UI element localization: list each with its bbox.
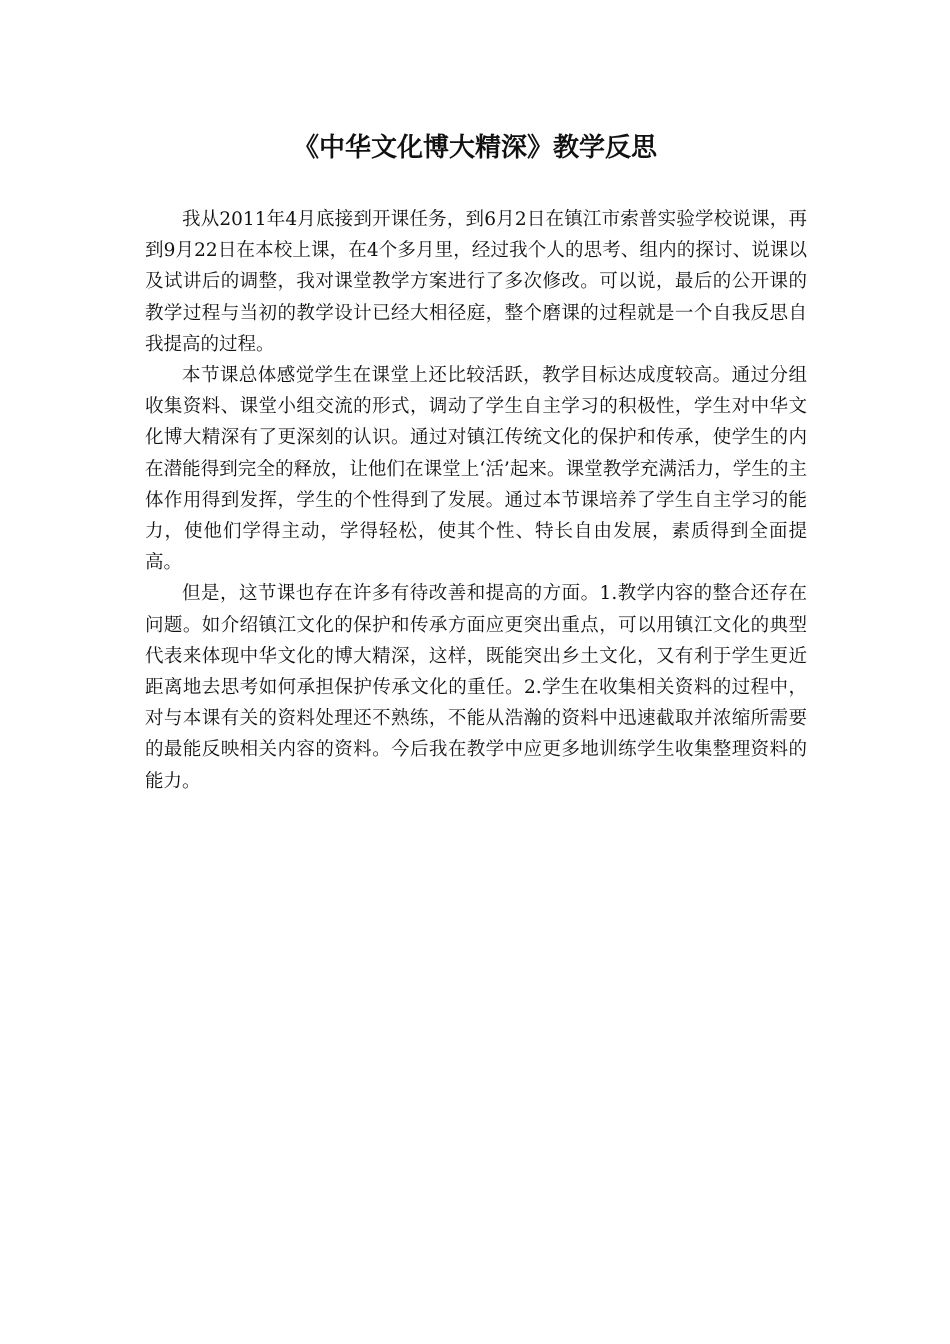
document-body [145,204,807,797]
paragraph-1: 我从2011年4月底接到开课任务，到6月2日在镇江市索普实验学校说课，再到9月22日在本校上课，在4个多月里，经过我个人的思考、组内的探讨、说课以及试讲后的调整，我对课堂教学方案进行了多次修改。可以说，最后的公开课的教学过程与当初的教学设计已经大相径庭，整个磨课的过程就是一个自我反思自我提高的过程。 [145,209,807,355]
document-title: 《中华文化博大精深》教学反思 [292,133,657,163]
paragraph-2: 本节课总体感觉学生在课堂上还比较活跃，教学目标达成度较高。通过分组收集资料、课堂小组交流的形式，调动了学生自主学习的积极性，学生对中华文化博大精深有了更深刻的认识。通过对镇江传统文化的保护和传承，使学生的内在潜能得到完全的释放，让他们在课堂上‘活’起来。课堂教学充满活力，学生的主体作用得到发挥，学生的个性得到了发展。通过本节课培养了学生自主学习的能力，使他们学得主动，学得轻松，使其个性、特长自由发展，素质得到全面提高。 [145,365,807,574]
paragraph-3: 但是，这节课也存在许多有待改善和提高的方面。1.教学内容的整合还存在问题。如介绍镇江文化的保护和传承方面应更突出重点，可以用镇江文化的典型代表来体现中华文化的博大精深，这样，既能突出乡土文化，又有利于学生更近距离地去思考如何承担保护传承文化的重任。2.学生在收集相关资料的过程中，对与本课有关的资料处理还不熟练，不能从浩瀚的资料中迅速截取并浓缩所需要的最能反映相关内容的资料。今后我在教学中应更多地训练学生收集整理资料的能力。 [145,583,807,792]
